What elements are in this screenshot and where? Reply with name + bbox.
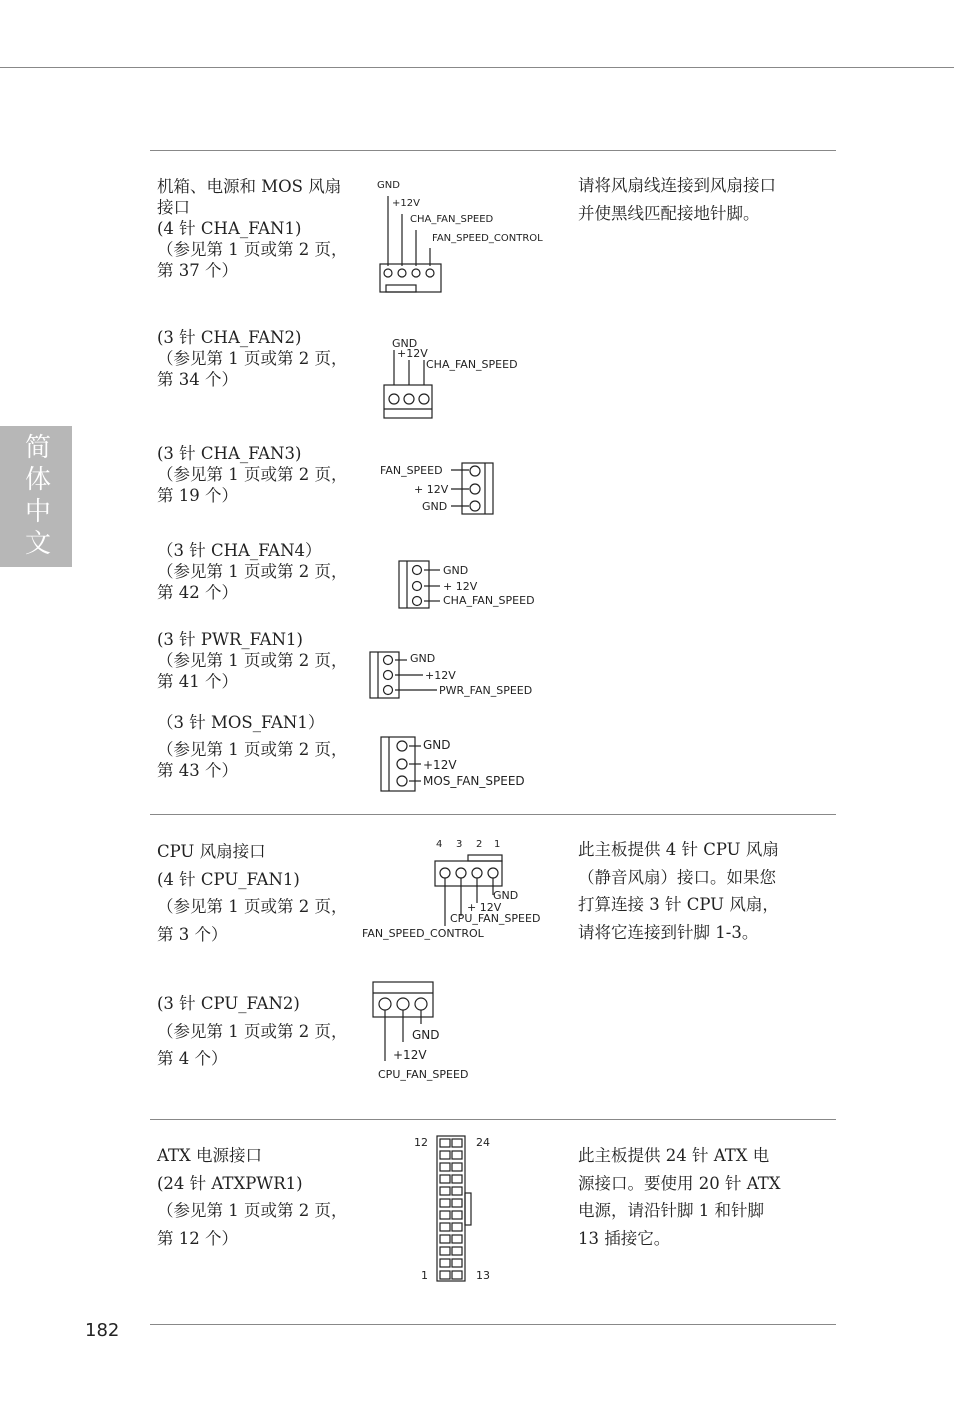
pin-label: + 12V bbox=[443, 580, 478, 593]
pin-number: 24 bbox=[476, 1136, 490, 1149]
cha-fan1-diagram bbox=[377, 180, 543, 292]
pin-label: +12V bbox=[425, 669, 456, 682]
pin-label: GND bbox=[423, 738, 451, 752]
cpu-description: 此主板提供 4 针 CPU 风扇（静音风扇）接口。如果您打算连接 3 针 CPU 风扇，请将它连接到针脚 1-3。 bbox=[578, 840, 779, 942]
pin-label: CHA_FAN_SPEED bbox=[426, 358, 518, 371]
pwr-fan1-label: (3 针 PWR_FAN1) （参见第 1 页或第 2 页，第 41 个） bbox=[157, 630, 348, 691]
pin-number: 4 bbox=[436, 839, 443, 850]
pin-label: GND bbox=[422, 500, 448, 513]
pin-number: 2 bbox=[476, 839, 483, 850]
atx-description: 此主板提供 24 针 ATX 电源接口。要使用 20 针 ATX 电源，请沿针脚 1 和针脚 13 插接它。 bbox=[578, 1146, 781, 1248]
cpu-fan2-label: (3 针 CPU_FAN2) （参见第 1 页或第 2 页，第 4 个） bbox=[157, 994, 348, 1068]
pwr-fan1-diagram bbox=[370, 652, 532, 698]
pin-label: + 12V bbox=[467, 901, 502, 914]
pin-label: +12V bbox=[392, 198, 420, 209]
pin-label: CHA_FAN_SPEED bbox=[443, 594, 535, 607]
atx-24pin-diagram bbox=[414, 1136, 490, 1282]
pin-label: GND bbox=[377, 180, 400, 191]
mos-fan1-ref: （参见第 1 页或第 2 页，第 43 个） bbox=[157, 740, 348, 780]
pin-label: +12V bbox=[423, 758, 457, 772]
page-number: 182 bbox=[85, 1320, 120, 1341]
pin-label: + 12V bbox=[414, 483, 449, 496]
pin-number: 1 bbox=[494, 839, 501, 850]
cha-fan2-diagram bbox=[384, 337, 518, 418]
cpu-fan2-diagram bbox=[373, 982, 468, 1081]
cpu-fan1-diagram bbox=[362, 839, 540, 940]
atx-pin-grid bbox=[440, 1139, 462, 1279]
side-tab-label: 简体中文 bbox=[20, 432, 51, 561]
pin-label: GND bbox=[392, 337, 418, 350]
cha-fan3-diagram bbox=[380, 463, 493, 514]
cha-fan1-label: 机箱、电源和 MOS 风扇接口 (4 针 CHA_FAN1) （参见第 1 页或第 2 页，第 37 个） bbox=[157, 177, 348, 280]
mos-fan1-diagram bbox=[381, 737, 525, 791]
pin-label: GND bbox=[493, 889, 519, 902]
pin-label: CHA_FAN_SPEED bbox=[410, 214, 494, 225]
pin-number: 13 bbox=[476, 1269, 490, 1282]
pin-label: MOS_FAN_SPEED bbox=[423, 774, 525, 788]
pin-label: FAN_SPEED bbox=[380, 464, 443, 477]
pin-label: GND bbox=[412, 1028, 440, 1042]
pin-label: CPU_FAN_SPEED bbox=[378, 1068, 469, 1081]
pin-label: GND bbox=[410, 652, 436, 665]
pin-number: 12 bbox=[414, 1136, 428, 1149]
cha-fan4-label: （3 针 CHA_FAN4） （参见第 1 页或第 2 页，第 42 个） bbox=[157, 541, 348, 602]
cha-fan3-label: (3 针 CHA_FAN3) （参见第 1 页或第 2 页，第 19 个） bbox=[157, 444, 348, 505]
pin-label: GND bbox=[443, 564, 469, 577]
fan-description: 请将风扇线连接到风扇接口并使黑线匹配接地针脚。 bbox=[578, 176, 776, 223]
pin-label: PWR_FAN_SPEED bbox=[439, 684, 533, 697]
pin-label: FAN_SPEED_CONTROL bbox=[432, 233, 543, 244]
atx-label: ATX 电源接口 (24 针 ATXPWR1) （参见第 1 页或第 2 页，第 12 个） bbox=[157, 1146, 348, 1248]
pin-number: 1 bbox=[421, 1269, 428, 1282]
pin-label: CPU_FAN_SPEED bbox=[450, 912, 541, 925]
cha-fan2-label: (3 针 CHA_FAN2) （参见第 1 页或第 2 页，第 34 个） bbox=[157, 328, 348, 389]
cha-fan4-diagram bbox=[399, 561, 535, 608]
mos-fan1-label: （3 针 MOS_FAN1） bbox=[157, 713, 325, 732]
pin-label: +12V bbox=[393, 1048, 427, 1062]
cpu-fan1-label: CPU 风扇接口 (4 针 CPU_FAN1) （参见第 1 页或第 2 页，第 3 个） bbox=[157, 842, 348, 944]
pin-number: 3 bbox=[456, 839, 463, 850]
pin-label: +12V bbox=[397, 347, 428, 360]
pin-label: FAN_SPEED_CONTROL bbox=[362, 927, 484, 940]
